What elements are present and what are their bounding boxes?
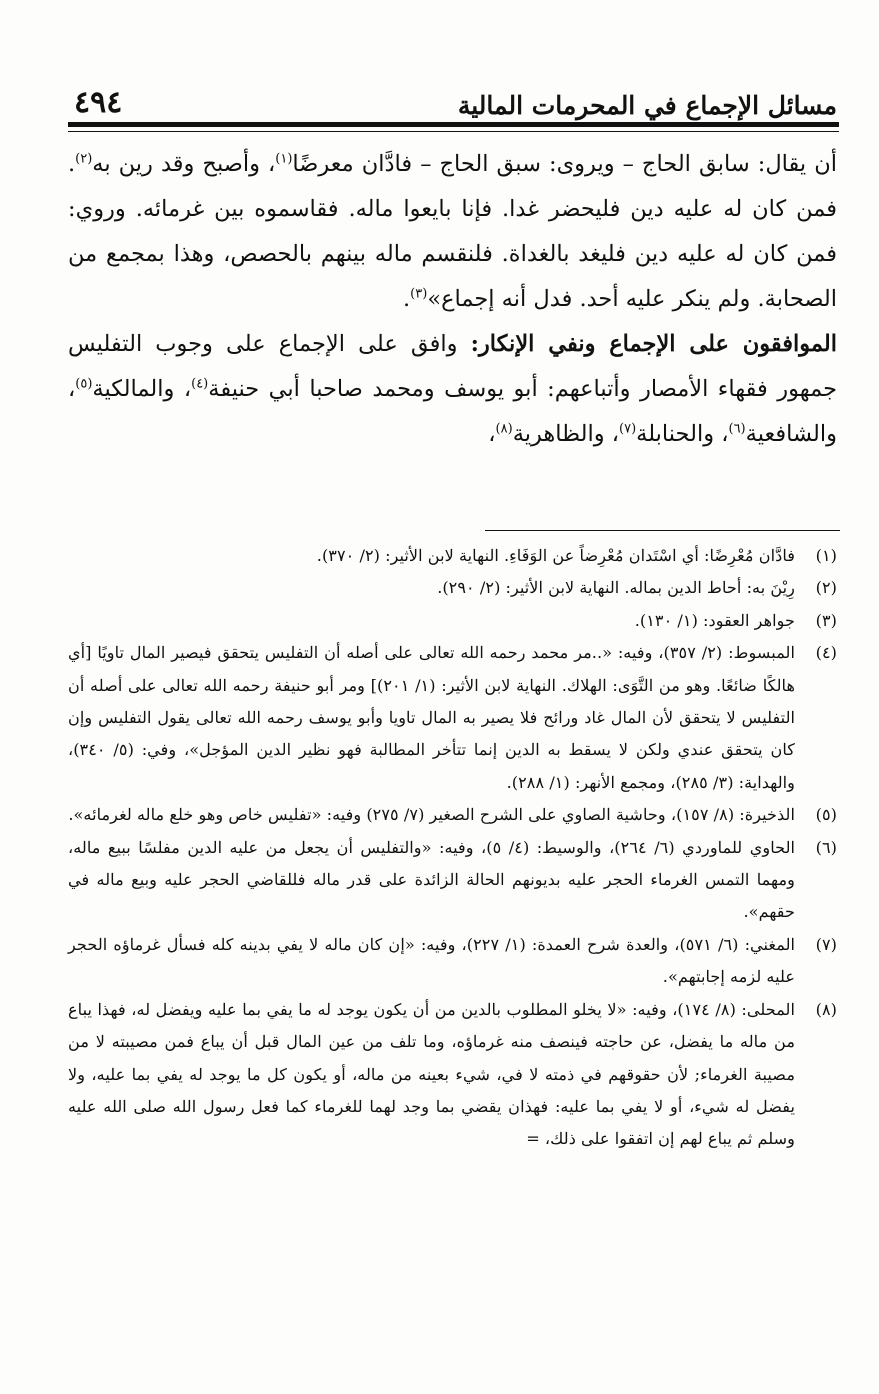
footnote-number: (٦) xyxy=(815,837,837,857)
paragraph-1 xyxy=(68,142,837,322)
footnote-number: (١) xyxy=(815,546,837,565)
text-run: ، وأصبح وقد رين به xyxy=(92,151,276,177)
footnote-ref-2: (٢) xyxy=(75,151,93,167)
footnote-4 xyxy=(68,637,837,799)
footnote-text: الذخيرة: (٨/ ١٥٧)، وحاشية الصاوي على الشرح الصغير (٧/ ٢٧٥) وفيه: «تفليس خاص وهو خلع ماله لغرمائه». xyxy=(68,805,795,825)
footnote-ref-8: (٨) xyxy=(495,421,513,437)
footnote-text: جواهر العقود: (١/ ١٣٠). xyxy=(634,610,795,630)
footnote-text: الحاوي للماوردي (٦/ ٢٦٤)، والوسيط: (٤/ ٥)، وفيه: «والتفليس أن يجعل من عليه الدين مفلسًا ببيع ماله، ومهما التمس الغرماء الحجر عليه بديونهم الحالة الزائدة على قدر ماله فللقاضي الحجر عليه وبيع ماله في حقهم». xyxy=(68,837,796,922)
footnote-number: (٤) xyxy=(815,643,837,663)
footnote-1 xyxy=(68,540,837,572)
footnote-text: رِيْنَ به: أحاط الدين بماله. النهاية لابن الأثير: (٢/ ٢٩٠). xyxy=(437,578,795,598)
footnote-6 xyxy=(68,832,837,929)
page-header xyxy=(70,74,837,118)
text-run: ، والشافعية xyxy=(68,376,837,447)
footnote-8 xyxy=(68,994,837,1156)
text-run: . فمن كان له عليه دين فليحضر غدا. فإنا بايعوا ماله. فقاسموه بين غرمائه. وروي: فمن كان له عليه دين فليغد بالغداة. فلنقسم ماله بينهم بالحصص، وهذا بمجمع من الصحابة. ولم ينكر عليه أحد. فدل أنه إجماع» xyxy=(68,151,837,312)
footnote-number: (٣) xyxy=(815,610,837,630)
footnote-7 xyxy=(68,929,837,994)
footnote-ref-6: (٦) xyxy=(728,421,746,437)
footnote-number: (٧) xyxy=(815,934,837,954)
footnote-text: المحلى: (٨/ ١٧٤)، وفيه: «لا يخلو المطلوب بالدين من أن يكون يوجد له ما يفي بما عليه ويفضل له، فهذا يباع من ماله ما يفضل، عن حاجته فينصف منه غرماؤه، وما تلف من عين المال قبل أن يباع فمن مصيبته لا من مصيبة الغرماء; لأن حقوقهم في ذمته لا في، شيء بعينه من ماله، أو يكون كل ما يوجد له يفي بما عليه، ولا يفضل له شيء، أو لا يفي بما عليه: فهذان يقضي بما وجد لهما للغرماء كما فعل رسول الله صلى الله عليه وسلم ثم يباع لهم إن اتفقوا على ذلك، = xyxy=(68,999,795,1149)
footnote-ref-4: (٤) xyxy=(191,376,209,392)
footnote-ref-5: (٥) xyxy=(75,376,93,392)
running-title: مسائل الإجماع في المحرمات المالية xyxy=(457,91,837,120)
footnote-text: فادَّان مُعْرِضًا: أي اسْتَدان مُعْرِضاً عن الوَفَاءِ. النهاية لابن الأثير: (٢/ ٣٧٠). xyxy=(316,546,795,565)
footnote-text: المبسوط: (٢/ ٣٥٧)، وفيه: «..مر محمد رحمه الله تعالى على أصله أن التفليس يتحقق فيصير المال تاويًا [أي هالكًا ضائعًا. وهو من التَّوَى: الهلاك. النهاية لابن الأثير: (١/ ٢٠١)] ومر أبو حنيفة رحمه الله تعالى على أصله أن التفليس لا يتحقق لأن المال غاد ورائح فلا يصير به المال تاويا وأبو يوسف رحمه الله تعالى يقول التفليس وإن كان يتحقق عندي ولكن لا يسقط به الدين إنما تتأخر المطالبة فهو نظير الدين المؤجل»، وفي: (٥/ ٣٤٠)، والهداية: (٣/ ٢٨٥)، ومجمع الأنهر: (١/ ٢٨٨). xyxy=(68,643,795,792)
section-lead: الموافقون على الإجماع ونفي الإنكار: xyxy=(470,331,838,357)
footnote-ref-7: (٧) xyxy=(619,421,637,437)
footnote-number: (٢) xyxy=(815,578,837,598)
footnote-5 xyxy=(68,799,837,831)
footnote-2 xyxy=(68,572,837,604)
footnote-ref-3: (٣) xyxy=(410,286,428,302)
footnotes xyxy=(68,540,837,1156)
text-run: ، والمالكية xyxy=(92,376,192,402)
footnote-separator xyxy=(485,530,840,531)
footnote-3 xyxy=(68,605,837,637)
header-rule xyxy=(68,122,839,127)
text-run: ، والظاهرية xyxy=(512,421,619,447)
text-run: أن يقال: سابق الحاج – ويروى: سبق الحاج – فادَّان معرضًا xyxy=(292,151,837,177)
paragraph-2 xyxy=(68,322,837,457)
main-text xyxy=(68,142,837,457)
text-run: ، والحنابلة xyxy=(636,421,729,447)
footnote-ref-1: (١) xyxy=(275,151,293,167)
text-run: وافق على الإجماع على وجوب التفليس جمهور فقهاء الأمصار وأتباعهم: أبو يوسف ومحمد صاحبا أبي حنيفة xyxy=(68,331,837,402)
text-run: . xyxy=(403,286,411,312)
footnote-number: (٨) xyxy=(815,999,837,1019)
text-run: ، xyxy=(488,421,496,447)
footnote-text: المغني: (٦/ ٥٧١)، والعدة شرح العمدة: (١/ ٢٢٧)، وفيه: «إن كان ماله لا يفي بدينه كله فسأل غرماؤه الحجر عليه لزمه إجابتهم». xyxy=(68,934,795,987)
footnote-number: (٥) xyxy=(815,805,837,825)
page-number: ٤٩٤ xyxy=(74,85,123,120)
header-rule-thin xyxy=(68,131,839,132)
